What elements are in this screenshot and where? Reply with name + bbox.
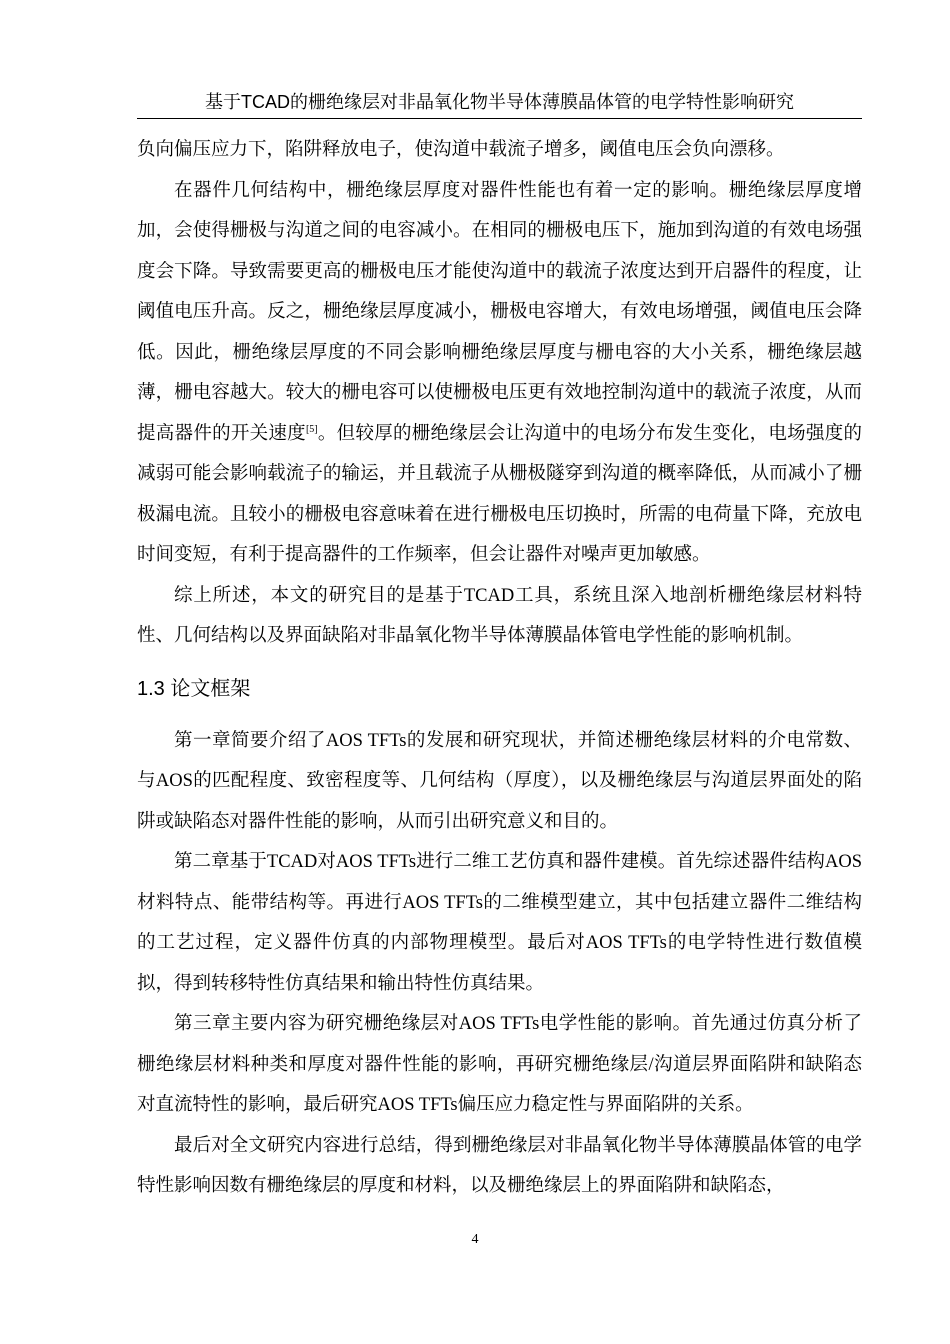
section-heading: 1.3 论文框架 [137, 677, 251, 700]
paragraph-gate-thickness [137, 171, 862, 576]
paragraph-continued: 负向偏压应力下，陷阱释放电子，使沟道中载流子增多，阈值电压会负向漂移。 [137, 140, 785, 160]
header-divider [137, 118, 862, 119]
paragraph-chapter-3: 第三章主要内容为研究栅绝缘层对AOS TFTs电学性能的影响。首先通过仿真分析了栅绝缘层材料种类和厚度对器件性能的影响，再研究栅绝缘层/沟道层界面陷阱和缺陷态对直流特性的影响，最后研究AOS TFTs偏压应力稳定性与界面陷阱的关系。 [137, 1014, 862, 1115]
page-number: 4 [471, 1232, 479, 1247]
paragraph-conclusion: 最后对全文研究内容进行总结，得到栅绝缘层对非晶氧化物半导体薄膜晶体管的电学特性影响因数有栅绝缘层的厚度和材料，以及栅绝缘层上的界面陷阱和缺陷态， [137, 1135, 862, 1196]
paragraph-chapter-2: 第二章基于TCAD对AOS TFTs进行二维工艺仿真和器件建模。首先综述器件结构AOS材料特点、能带结构等。再进行AOS TFTs的二维模型建立，其中包括建立器件二维结构的工艺过程，定义器件仿真的内部物理模型。最后对AOS TFTs的电学特性进行数值模拟，得到转移特性仿真结果和输出特性仿真结果。 [137, 852, 862, 994]
paragraph-summary: 综上所述，本文的研究目的是基于TCAD工具，系统且深入地剖析栅绝缘层材料特性、几何结构以及界面缺陷对非晶氧化物半导体薄膜晶体管电学性能的影响机制。 [137, 585, 862, 646]
citation-ref: [5] [305, 423, 318, 435]
document-body [137, 130, 862, 1207]
running-header: 基于TCAD的栅绝缘层对非晶氧化物半导体薄膜晶体管的电学特性影响研究 [205, 92, 794, 112]
paragraph-chapter-1: 第一章简要介绍了AOS TFTs的发展和研究现状，并简述栅绝缘层材料的介电常数、与AOS的匹配程度、致密程度等、几何结构（厚度），以及栅绝缘层与沟道层界面处的陷阱或缺陷态对器件性能的影响，从而引出研究意义和目的。 [137, 730, 862, 832]
paragraph-text: 在器件几何结构中，栅绝缘层厚度对器件性能也有着一定的影响。栅绝缘层厚度增加，会使得栅极与沟道之间的电容减小。在相同的栅极电压下，施加到沟道的有效电场强度会下降。导致需要更高的栅极电压才能使沟道中的载流子浓度达到开启器件的程度，让阈值电压升高。反之，栅绝缘层厚度减小，栅极电容增大，有效电场增强，阈值电压会降低。因此，栅绝缘层厚度的不同会影响栅绝缘层厚度与栅电容的大小关系，栅绝缘层越薄，栅电容越大。较大的栅电容可以使栅极电压更有效地控制沟道中的载流子浓度，从而提高器件的开关速度 [137, 180, 862, 444]
paragraph-text: 。但较厚的栅绝缘层会让沟道中的电场分布发生变化，电场强度的减弱可能会影响载流子的输运，并且载流子从栅极隧穿到沟道的概率降低，从而减小了栅极漏电流。且较小的栅极电容意味着在进行栅极电压切换时，所需的电荷量下降，充放电时间变短，有利于提高器件的工作频率，但会让器件对噪声更加敏感。 [137, 423, 862, 565]
